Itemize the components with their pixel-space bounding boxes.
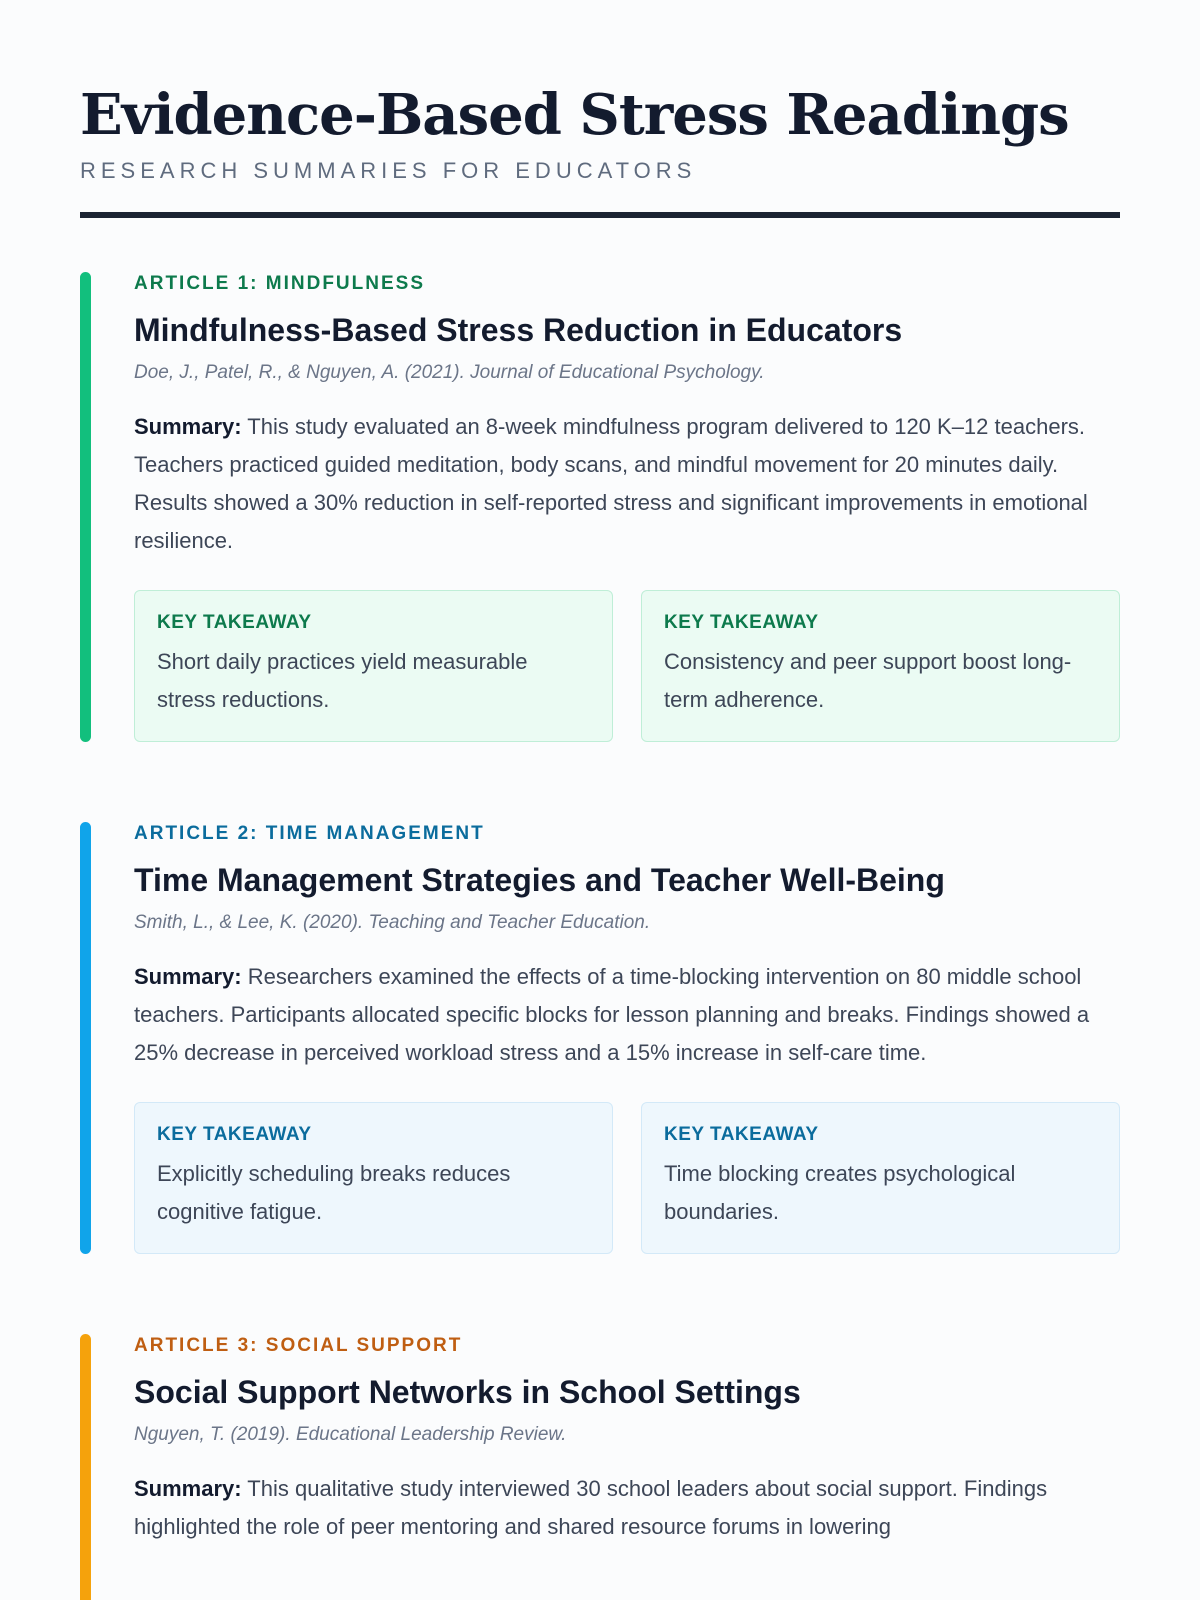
- article-summary: [134, 1470, 1120, 1546]
- takeaway-text: Time blocking creates psychological boundaries.: [664, 1161, 1016, 1224]
- summary-text: This study evaluated an 8-week mindfulness program delivered to 120 K–12 teachers. Teachers practiced guided meditation, body scans, and mindful movement for 20 minutes daily. Results showed a 30% reduction in self-reported stress and significant improvements in emotional resilience.: [134, 414, 1088, 553]
- article-kicker: ARTICLE 1: MINDFULNESS: [134, 273, 425, 294]
- article-title: Mindfulness-Based Stress Reduction in Educators: [134, 312, 903, 348]
- header-divider: [80, 212, 1120, 218]
- summary-label: Summary:: [134, 1476, 242, 1501]
- article-citation: Nguyen, T. (2019). Educational Leadership Review.: [134, 1424, 567, 1445]
- summary-label: Summary:: [134, 964, 242, 989]
- takeaway-box: [641, 590, 1120, 742]
- article-accent-bar: [80, 1334, 91, 1600]
- takeaway-label: KEY TAKEAWAY: [157, 1124, 312, 1145]
- takeaway-label: KEY TAKEAWAY: [664, 1124, 819, 1145]
- takeaway-label: KEY TAKEAWAY: [157, 612, 312, 633]
- takeaway-text: Consistency and peer support boost long-term adherence.: [664, 649, 1072, 712]
- article-summary: [134, 958, 1120, 1072]
- article-summary: [134, 408, 1120, 560]
- takeaway-box: [134, 1102, 613, 1254]
- takeaway-text: Short daily practices yield measurable stress reductions.: [157, 649, 528, 712]
- takeaway-row: [134, 1102, 1120, 1254]
- summary-text: Researchers examined the effects of a time-blocking intervention on 80 middle school teachers. Participants allocated specific blocks for lesson planning and breaks. Findings showed a 25% decrease in perceived workload stress and a 15% increase in self-care time.: [134, 964, 1090, 1065]
- takeaway-text: Explicitly scheduling breaks reduces cognitive fatigue.: [157, 1161, 511, 1224]
- article-kicker: ARTICLE 3: SOCIAL SUPPORT: [134, 1335, 463, 1356]
- article-kicker: ARTICLE 2: TIME MANAGEMENT: [134, 823, 485, 844]
- article-accent-bar: [80, 272, 91, 742]
- page-title: Evidence-Based Stress Readings: [80, 82, 1069, 148]
- article-title: Social Support Networks in School Settings: [134, 1374, 801, 1410]
- summary-label: Summary:: [134, 414, 242, 439]
- article-citation: Smith, L., & Lee, K. (2020). Teaching and Teacher Education.: [134, 912, 651, 933]
- summary-text: This qualitative study interviewed 30 school leaders about social support. Findings highlighted the role of peer mentoring and shared resource forums in lowering: [134, 1476, 1048, 1539]
- article-card-social-support: [80, 1334, 1120, 1600]
- takeaway-row: [134, 590, 1120, 742]
- article-title: Time Management Strategies and Teacher Well-Being: [134, 862, 945, 898]
- article-accent-bar: [80, 822, 91, 1254]
- article-card-time-management: [80, 822, 1120, 1254]
- article-card-mindfulness: [80, 272, 1120, 742]
- article-citation: Doe, J., Patel, R., & Nguyen, A. (2021). Journal of Educational Psychology.: [134, 362, 765, 383]
- takeaway-box: [134, 590, 613, 742]
- takeaway-label: KEY TAKEAWAY: [664, 612, 819, 633]
- takeaway-box: [641, 1102, 1120, 1254]
- page-subtitle: RESEARCH SUMMARIES FOR EDUCATORS: [80, 158, 697, 183]
